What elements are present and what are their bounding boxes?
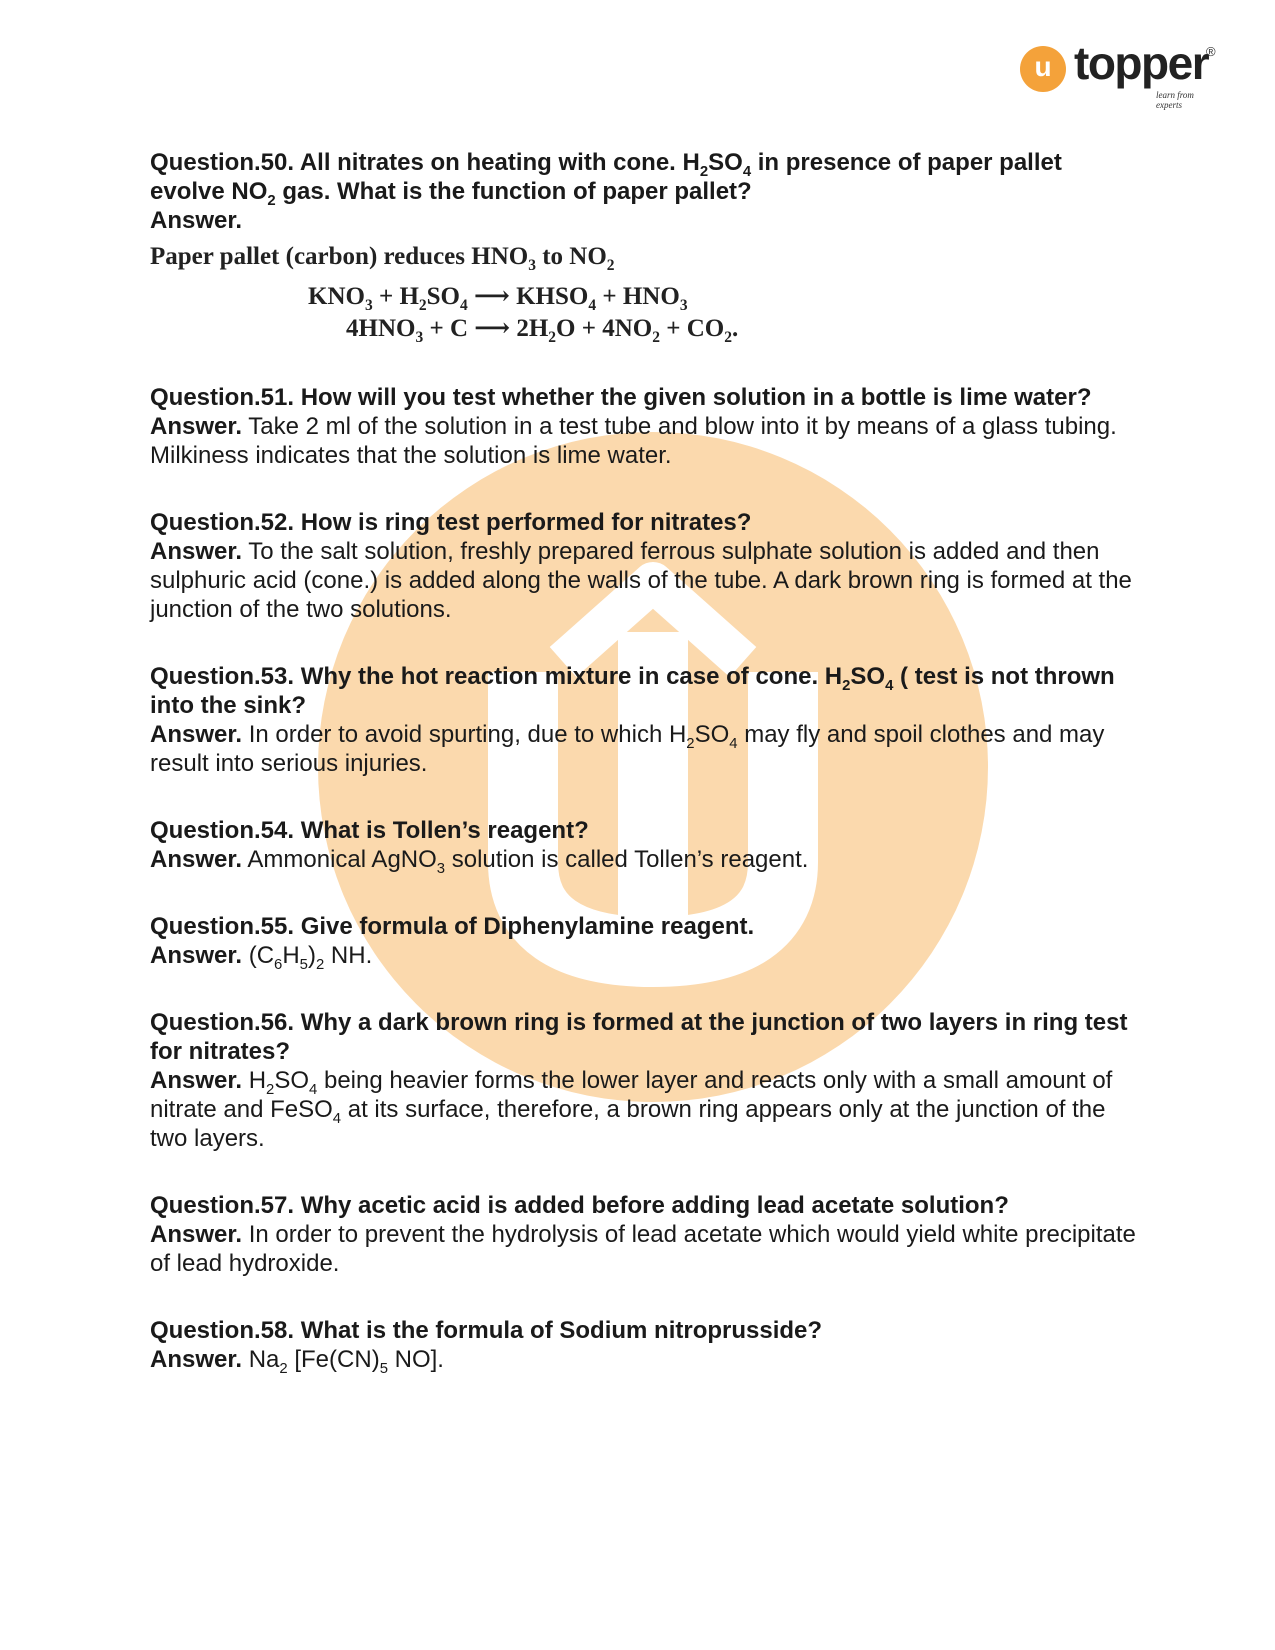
qa-56	[150, 1008, 1140, 1153]
answer-58: Answer. $Na_2$ [$Fe(CN)_5$ NO].	[150, 1346, 444, 1377]
answer-label: Answer.	[150, 207, 243, 234]
equation-1: $KNO_3 + H_2SO_4$ ⟶ $KHSO_4 + HNO_3$	[308, 283, 688, 314]
question-50: Question.50. All nitrates on heating with cone. $H_2SO_4$ in presence of paper pallet evolve $NO_2$ gas. What is the function of paper pallet?	[150, 149, 1062, 209]
equation-2: $4HNO_3 + C$ ⟶ $2H_2O + 4NO_2 + CO_2$.	[346, 315, 739, 346]
answer-56: Answer. $H_2SO_4$ being heavier forms the lower layer and reacts only with a small amount of nitrate and FeSO$_4$ at its surface, therefore, a brown ring appears only at the junction of the two layers.	[150, 1067, 1113, 1152]
question-52: Question.52. How is ring test performed for nitrates?	[150, 509, 752, 536]
question-57: Question.57. Why acetic acid is added before adding lead acetate solution?	[150, 1192, 1009, 1219]
answer-54: Answer. Ammonical AgNO$_3$ solution is called Tollen’s reagent.	[150, 846, 809, 877]
answer-50-text: Paper pallet (carbon) reduces $HNO_3$ to $NO_2$	[150, 243, 615, 274]
question-53: Question.53. Why the hot reaction mixture in case of cone. $H_2SO_4$ ( test is not thrown into the sink?	[150, 663, 1115, 719]
question-54: Question.54. What is Tollen’s reagent?	[150, 817, 589, 844]
qa-57	[150, 1191, 1140, 1278]
qa-50	[150, 148, 1140, 346]
qa-53	[150, 662, 1140, 778]
answer-51: Answer. Take 2 ml of the solution in a test tube and blow into it by means of a glass tubing. Milkiness indicates that the solution is lime water.	[150, 413, 1117, 469]
question-56: Question.56. Why a dark brown ring is formed at the junction of two layers in ring test for nitrates?	[150, 1009, 1128, 1065]
registered-mark: ®	[1206, 44, 1216, 59]
qa-content	[150, 148, 1140, 1402]
answer-55: Answer. $(C_6H_5)_2$ NH.	[150, 942, 373, 973]
qa-58	[150, 1316, 1140, 1377]
logo-circle-icon: u	[1020, 46, 1066, 92]
qa-55	[150, 912, 1140, 973]
logo-tagline: learn from experts	[1156, 90, 1194, 110]
qa-51	[150, 383, 1140, 470]
answer-52: Answer. To the salt solution, freshly prepared ferrous sulphate solution is added and then sulphuric acid (cone.) is added along the walls of the tube. A dark brown ring is formed at the junction of the two solutions.	[150, 538, 1132, 623]
answer-53: Answer. In order to avoid spurting, due to which $H_2SO_4$ may fly and spoil clothes and may result into serious injuries.	[150, 721, 1105, 777]
answer-57: Answer. In order to prevent the hydrolysis of lead acetate which would yield white precipitate of lead hydroxide.	[150, 1221, 1136, 1277]
qa-54	[150, 816, 1140, 877]
logo-wordmark: topper	[1074, 37, 1209, 89]
question-51: Question.51. How will you test whether the given solution in a bottle is lime water?	[150, 384, 1092, 411]
question-55: Question.55. Give formula of Diphenylamine reagent.	[150, 913, 755, 940]
topper-logo[interactable]	[1020, 37, 1220, 110]
question-58: Question.58. What is the formula of Sodium nitroprusside?	[150, 1317, 823, 1344]
qa-52	[150, 508, 1140, 624]
